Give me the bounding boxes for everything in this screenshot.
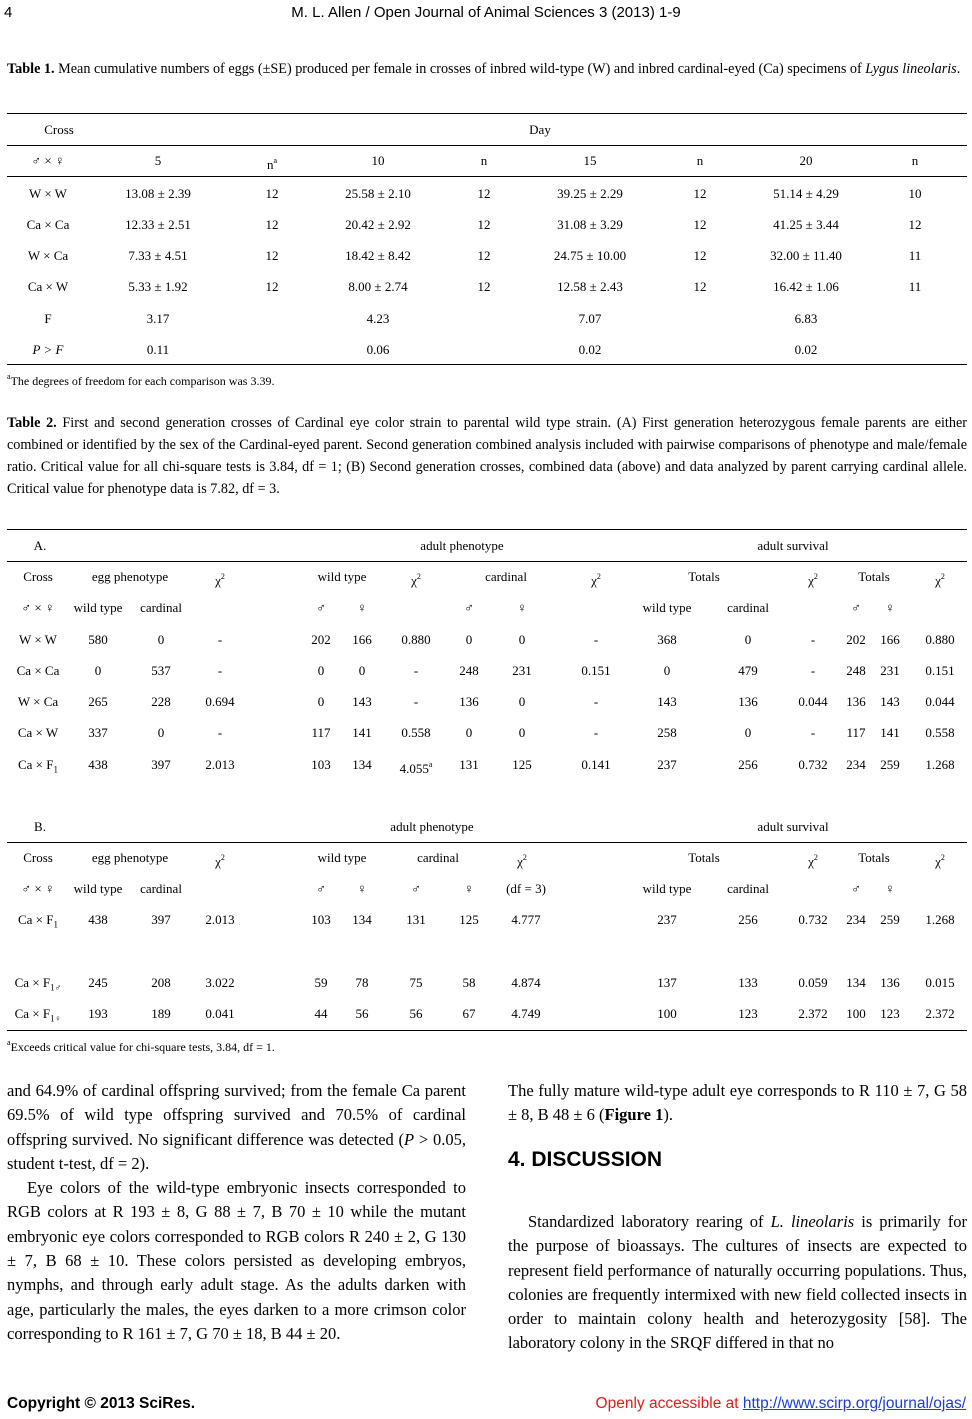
table2a-cell: 231 [512,663,532,678]
table1-cell: 0.02 [578,342,602,357]
table2a-cell: 4.055$^a$ [399,760,433,776]
table2b-cell: 136 [880,975,900,990]
table2a-group-phenotype: adult phenotype [420,538,504,553]
table1-cell: 6.83 [794,311,818,326]
table2a-cell: 0 [157,632,165,647]
right-paragraph-2 [508,1210,967,1356]
table2a-subheader: ♀ [517,600,527,615]
table2a-cell: - [217,632,223,647]
table2a-cell: 0 [518,694,526,709]
table2b-cell: 58 [462,975,476,990]
table2a-cell: 136 [459,694,479,709]
right-p2-a: Standardized laboratory rearing of [528,1212,771,1231]
table2a-cell: 0.151 [925,663,955,678]
table2a-cell: 0 [317,694,325,709]
table1-cell: 32.00 ± 11.40 [770,248,842,263]
table1-col-header: 5 [154,153,162,168]
table2a-cell: - [810,725,816,740]
table1-col-header: 20 [799,153,813,168]
table1-cell: 7.33 ± 4.51 [128,248,188,263]
table2b-header: $\chi^2$ [935,853,945,869]
footnote-marker: a [428,760,433,769]
table2b-cell: 100 [846,1006,866,1021]
table1-cell: 3.17 [146,311,170,326]
table1-cell: 12 [265,248,279,263]
table2a-cell: 0 [465,725,473,740]
table2b-cell: 56 [409,1006,423,1021]
table2a-cell: 0.558 [401,725,431,740]
table2a-cell: - [413,694,419,709]
table1-cell: 18.42 ± 8.42 [345,248,411,263]
table1-cell: 20.42 ± 2.92 [345,217,411,232]
table1-cell: 0.11 [146,342,170,357]
chi-square-exponent: 2 [220,572,225,581]
table2-caption [7,412,967,500]
table2b-cell: 134 [846,975,866,990]
page-number: 4 [4,4,13,21]
table2a-header: egg phenotype [91,569,169,584]
table1-header-day: Day [529,122,551,137]
table1-cell: 8.00 ± 2.74 [348,279,408,294]
table2a-cell: 0 [358,663,366,678]
table2a-cell: - [217,663,223,678]
table2b-cell: 234 [846,912,866,927]
table1-footnote-text: The degrees of freedom for each comparison was 3.39. [10,374,275,388]
table1-cell: 51.14 ± 4.29 [773,186,839,201]
footnote-marker: a [7,372,11,381]
table2b-cell: 100 [657,1006,677,1021]
table1-cell: 10 [908,186,922,201]
table2b-cell: 131 [406,912,426,927]
table2a-cell: 141 [880,725,900,740]
table2a-cell: 1.268 [925,757,955,772]
table2b-subheader: (df = 3) [506,881,546,896]
table2b-cell: 125 [459,912,479,927]
table1-cell: 0.02 [794,342,818,357]
table1-header-rule [7,145,967,146]
table2a-cell: 265 [88,694,108,709]
table2b-cell: 189 [151,1006,171,1021]
table2a-cell: 0.141 [581,757,611,772]
table1-cell: W × Ca [27,248,69,263]
table2-caption-text: First and second generation crosses of Cardinal eye color strain to parental wild type strain. (A) First generation heterozygous female parents are either combined or identified by the sex of the Cardinal-eyed parent. Second generation combined analysis included with pairwise comparisons of phenotype and male/female ratio. Critical value for all chi-square tests is 3.84, df = 1; (B) Second generation crosses, combined data (above) and data analyzed by parent carrying cardinal allele. Critical value for phenotype data is 7.82, df = 3. [7,415,967,497]
table2b-cell: $Ca \times F_{1♀}$ [14,1006,62,1024]
table2b-subheader: ♀ [357,881,367,896]
table1-cell: 12 [265,217,279,232]
table1-cell: 12 [477,248,491,263]
table2b-cell: 397 [151,912,171,927]
table2a-cell: Ca × Ca [16,663,60,678]
table2a-header: $\chi^2$ [808,572,818,588]
table2b-cell: 237 [657,912,677,927]
table2b-cell: 44 [314,1006,328,1021]
table1-cell: 31.08 ± 3.29 [557,217,623,232]
table2a-header: Totals [858,569,890,584]
table2b-cell: 75 [409,975,423,990]
table2a-cell: 143 [880,694,900,709]
table1-col-header: 10 [371,153,385,168]
chi-square-exponent: 2 [940,572,945,581]
table1-cell: 12 [693,248,707,263]
journal-link[interactable]: http://www.scirp.org/journal/ojas/ [742,1395,966,1412]
table1-cell: 12 [265,186,279,201]
table2a-cell: 0 [518,632,526,647]
table1-col-header: $n^a$ [266,156,278,172]
table1-caption-end: . [956,61,961,77]
table2b-header: Totals [688,850,720,865]
table2b-cell: 137 [657,975,677,990]
table2a-subheader: ♂ [851,600,861,615]
table2a-cell: - [413,663,419,678]
table1-cell: 12 [265,279,279,294]
table2b-cell: 67 [462,1006,476,1021]
table2b-header: $\chi^2$ [517,853,527,869]
table1-caption [7,58,967,80]
table2a-cell: 0.044 [925,694,955,709]
left-p1-italic: P [404,1129,415,1149]
table2a-header: $\chi^2$ [591,572,601,588]
chi-square-exponent: 2 [522,853,527,862]
left-paragraph-2: Eye colors of the wild-type embryonic insects corresponded to RGB colors at R 193 ± 8, G 88 ± 7, B 70 ± 10 while the mutant embryonic eye colors corresponded to RGB colors R 240 ± 2, G 130 ± 7, B 68 ± 10. These colors persisted as developing embryos, nymphs, and through early adult stage. As the adults darken with age, particularly the males, the eyes darken to a more crimson color corresponding to R 161 ± 7, G 70 ± 18, B 44 ± 20. [7,1178,466,1343]
table2b-cell: 208 [151,975,171,990]
table2b-subheader: cardinal [727,881,769,896]
table2a-header: $\chi^2$ [411,572,421,588]
table2a-cell: 228 [151,694,171,709]
table1-cell: 0.06 [366,342,390,357]
table2b-cell: 256 [738,912,758,927]
table2b-cell: 0.041 [205,1006,235,1021]
table2b-cell: 1.268 [925,912,955,927]
right-paragraph-1 [508,1079,967,1128]
table1-cell: 24.75 ± 10.00 [553,248,627,263]
table2a-group-survival: adult survival [757,538,829,553]
table2b-cell: 123 [738,1006,758,1021]
table2b-header: Cross [23,850,53,865]
table2a-subheader: ♂ [316,600,326,615]
table2a-cell: 0.151 [581,663,611,678]
table2-footnote [7,1038,275,1055]
table2a-cell: 136 [846,694,866,709]
table2a-cell: 248 [459,663,479,678]
table2a-subheader: ♂ × ♀ [21,600,55,615]
table1-cell: 12.33 ± 2.51 [125,217,191,232]
table1-cell: 12.58 ± 2.43 [557,279,623,294]
chi-square-exponent: 2 [416,572,421,581]
table1-cell: P > F [32,342,64,357]
generation-subscript: 1 [53,919,59,930]
table2a-cell: 234 [846,757,866,772]
table2a-group-rule [7,561,967,562]
right-p2-b: is primarily for the purpose of bioassays. The cultures of insects are expected to represent field performance of naturally occurring populations. Thus, colonies are frequently intermixed with new field collected insects in order to maintain colony health and heterozygosity [58]. The laboratory colony in the SRQF differed in that no [508,1212,967,1353]
table2b-subheader: ♀ [464,881,474,896]
table2a-cell: Ca × W [17,725,59,740]
table2b-subheader: ♀ [885,881,895,896]
table1-cell: Ca × Ca [26,217,70,232]
table2b-subheader: ♂ × ♀ [21,881,55,896]
table1-col-header: n [696,153,704,168]
table1-cell: 39.25 ± 2.29 [557,186,623,201]
table2b-cell: 78 [355,975,369,990]
table2a-cell: 131 [459,757,479,772]
table2a-cell: 438 [88,757,108,772]
table1-caption-label: Table 1. [7,61,55,77]
table2a-cell: 0 [94,663,102,678]
table2b-cell: 245 [88,975,108,990]
table2b-cell: 133 [738,975,758,990]
table2a-cell: 258 [657,725,677,740]
table2a-cell: 141 [352,725,372,740]
table2a-cell: 0 [465,632,473,647]
table2a-cell: 103 [311,757,331,772]
table1-col-header: ♂ × ♀ [31,153,65,168]
table2a-cell: 0.880 [401,632,431,647]
table1-col-header: n [480,153,488,168]
table1-cell: 16.42 ± 1.06 [773,279,839,294]
table2b-header: cardinal [417,850,459,865]
table1-cell: 11 [908,248,922,263]
chi-square-exponent: 2 [220,853,225,862]
open-access-note [596,1395,966,1413]
left-column [7,1079,466,1346]
table1-bottom-rule [7,364,967,365]
table2b-group-phenotype: adult phenotype [390,819,474,834]
generation-subscript: 1 [53,764,59,775]
table2a-cell: 143 [352,694,372,709]
table2a-cell: 248 [846,663,866,678]
table2-footnote-text: Exceeds critical value for chi-square tests, 3.84, df = 1. [10,1040,275,1054]
table2a-subheader: ♀ [885,600,895,615]
table1-subheader-rule [7,176,967,177]
generation-subscript: 1♀ [50,1013,62,1024]
right-p1-a: The fully mature wild-type adult eye corresponds to R 110 ± 7, G 58 ± 8, B 48 ± 6 ( [508,1081,967,1125]
footnote-marker: a [7,1038,11,1047]
table2a-cell: 0.558 [925,725,955,740]
right-p2-italic: L. lineolaris [770,1212,855,1231]
left-p1-b: > 0.05, student t-test, df = 2). [7,1129,466,1173]
section-heading: 4. DISCUSSION [508,1148,663,1171]
table2a-cell: 117 [311,725,331,740]
table1-cell: 5.33 ± 1.92 [128,279,188,294]
table2b-cell: $Ca \times F_1$ [17,912,59,930]
table2a-cell: 0 [663,663,671,678]
table1-footnote [7,372,274,389]
page-header [0,0,972,26]
table2b-cell: 123 [880,1006,900,1021]
table1-species: Lygus lineolaris [865,61,957,77]
table2a-cell: - [810,663,816,678]
table2a-header: wild type [317,569,367,584]
table2a-header: Totals [688,569,720,584]
table1-cell: 7.07 [578,311,602,326]
table2a-header: cardinal [485,569,527,584]
table1-cell: 12 [693,217,707,232]
table2b-cell: $Ca \times F_{1♂}$ [14,975,62,993]
running-head: M. L. Allen / Open Journal of Animal Sciences 3 (2013) 1-9 [291,4,681,21]
chi-square-exponent: 2 [596,572,601,581]
table2a-subheader: ♂ [464,600,474,615]
table1-cell: 12 [477,186,491,201]
table2a-subheader: wild type [642,600,692,615]
table2b-cell: 3.022 [205,975,235,990]
table2b-subheader: wild type [73,881,123,896]
table2b-cell: 2.372 [798,1006,828,1021]
table1-cell: Ca × W [27,279,69,294]
table2a-cell: 0.732 [798,757,828,772]
table2b-cell: 193 [88,1006,108,1021]
table2a-subheader: ♀ [357,600,367,615]
table2a-cell: W × Ca [17,694,59,709]
table2a-header: Cross [23,569,53,584]
table2b-cell: 2.372 [925,1006,955,1021]
table1-cell: 12 [477,217,491,232]
chi-square-exponent: 2 [813,853,818,862]
table2b-header: egg phenotype [91,850,169,865]
table2b-group-rule [7,842,967,843]
table2b-cell: 4.749 [511,1006,541,1021]
table2a-cell: 479 [738,663,758,678]
table2a-cell: - [593,632,599,647]
table1-col-header: n [911,153,919,168]
right-p1-b: ). [663,1105,673,1125]
table2b-cell: 4.777 [511,912,541,927]
table2a-cell: 0 [317,663,325,678]
table2b-cell: 103 [311,912,331,927]
table2-bottom-rule [7,1030,967,1031]
table2a-cell: 125 [512,757,532,772]
table2b-header: Totals [858,850,890,865]
generation-subscript: 1♂ [50,982,62,993]
table2a-cell: - [593,725,599,740]
table2a-cell: 337 [88,725,108,740]
table2a-cell: 256 [738,757,758,772]
table2a-cell: - [217,725,223,740]
table2b-cell: 0.732 [798,912,828,927]
table1-cell: 12 [693,186,707,201]
table1-cell: 12 [908,217,922,232]
table1-cell: 11 [908,279,922,294]
copyright: Copyright © 2013 SciRes. [7,1395,196,1412]
table2a-cell: 202 [846,632,866,647]
table2b-subheader: ♂ [316,881,326,896]
table1-cell: W × W [29,186,67,201]
table2b-label: B. [34,819,46,834]
table2a-subheader: cardinal [140,600,182,615]
figure-reference: Figure 1 [604,1105,664,1125]
open-access-text: Openly accessible at [595,1395,743,1412]
left-paragraph-1 [7,1079,466,1176]
table2b-cell: 134 [352,912,372,927]
table1-cell: 12 [693,279,707,294]
table2b-cell: 0.015 [925,975,955,990]
table2a-cell: 117 [846,725,866,740]
chi-square-exponent: 2 [813,572,818,581]
right-column-2 [508,1210,967,1356]
table2a-subheader: wild type [73,600,123,615]
table2b-cell: 59 [314,975,328,990]
table1-cell: F [44,311,52,326]
table2b-header: $\chi^2$ [215,853,225,869]
table2a-cell: 397 [151,757,171,772]
table1-cell: 4.23 [366,311,390,326]
table1-header-cross: Cross [44,122,74,137]
table2a-cell: 0.044 [798,694,828,709]
table2a-cell: 136 [738,694,758,709]
table2a-cell: 580 [88,632,108,647]
table2a-cell: 368 [657,632,677,647]
table2a-cell: 166 [352,632,372,647]
right-column [508,1079,967,1128]
table2a-cell: 0.694 [205,694,235,709]
table1-top-rule [7,113,967,114]
table2b-cell: 56 [355,1006,369,1021]
table2b-subheader: cardinal [140,881,182,896]
table2b-subheader: wild type [642,881,692,896]
table2b-cell: 259 [880,912,900,927]
table2b-group-survival: adult survival [757,819,829,834]
table1-cell: 12 [477,279,491,294]
footnote-marker: a [273,156,278,165]
table2a-cell: 0.880 [925,632,955,647]
table2a-cell: W × W [19,632,57,647]
table2a-cell: 2.013 [205,757,235,772]
chi-square-exponent: 2 [940,853,945,862]
table2a-cell: 143 [657,694,677,709]
table2-caption-label: Table 2. [7,415,57,431]
table2a-subheader: cardinal [727,600,769,615]
table2-top-rule [7,529,967,530]
table2a-cell: 259 [880,757,900,772]
table2a-cell: 537 [151,663,171,678]
table1-cell: 13.08 ± 2.39 [125,186,191,201]
table2a-cell: $Ca \times F_1$ [17,757,59,775]
table2a-cell: 166 [880,632,900,647]
table2a-cell: 231 [880,663,900,678]
table2a-cell: 202 [311,632,331,647]
table2a-cell: 0 [518,725,526,740]
table1-col-header: 15 [583,153,597,168]
table2a-cell: 0 [157,725,165,740]
table2a-cell: 0 [744,632,752,647]
table1-caption-text: Mean cumulative numbers of eggs (±SE) produced per female in crosses of inbred wild-type (W) and inbred cardinal-eyed (Ca) specimens of [54,61,866,77]
table2b-cell: 438 [88,912,108,927]
table2b-header: $\chi^2$ [808,853,818,869]
table2b-header: wild type [317,850,367,865]
table2a-label: A. [33,538,47,553]
table2a-cell: 0 [744,725,752,740]
table2b-subheader: ♂ [411,881,421,896]
table2b-cell: 4.874 [511,975,541,990]
table2a-cell: - [593,694,599,709]
table2b-subheader: ♂ [851,881,861,896]
table2b-cell: 2.013 [205,912,235,927]
table2b-cell: 0.059 [798,975,828,990]
table2a-cell: 237 [657,757,677,772]
table2a-header: $\chi^2$ [215,572,225,588]
table1-cell: 41.25 ± 3.44 [773,217,839,232]
table2a-cell: 134 [352,757,372,772]
table2a-header: $\chi^2$ [935,572,945,588]
table2a-cell: - [810,632,816,647]
table1-cell: 25.58 ± 2.10 [345,186,411,201]
left-p1-a: and 64.9% of cardinal offspring survived; from the female Ca parent 69.5% of wild type offspring survived and 70.5% of cardinal offspring survived. No significant difference was detected ( [7,1081,466,1149]
